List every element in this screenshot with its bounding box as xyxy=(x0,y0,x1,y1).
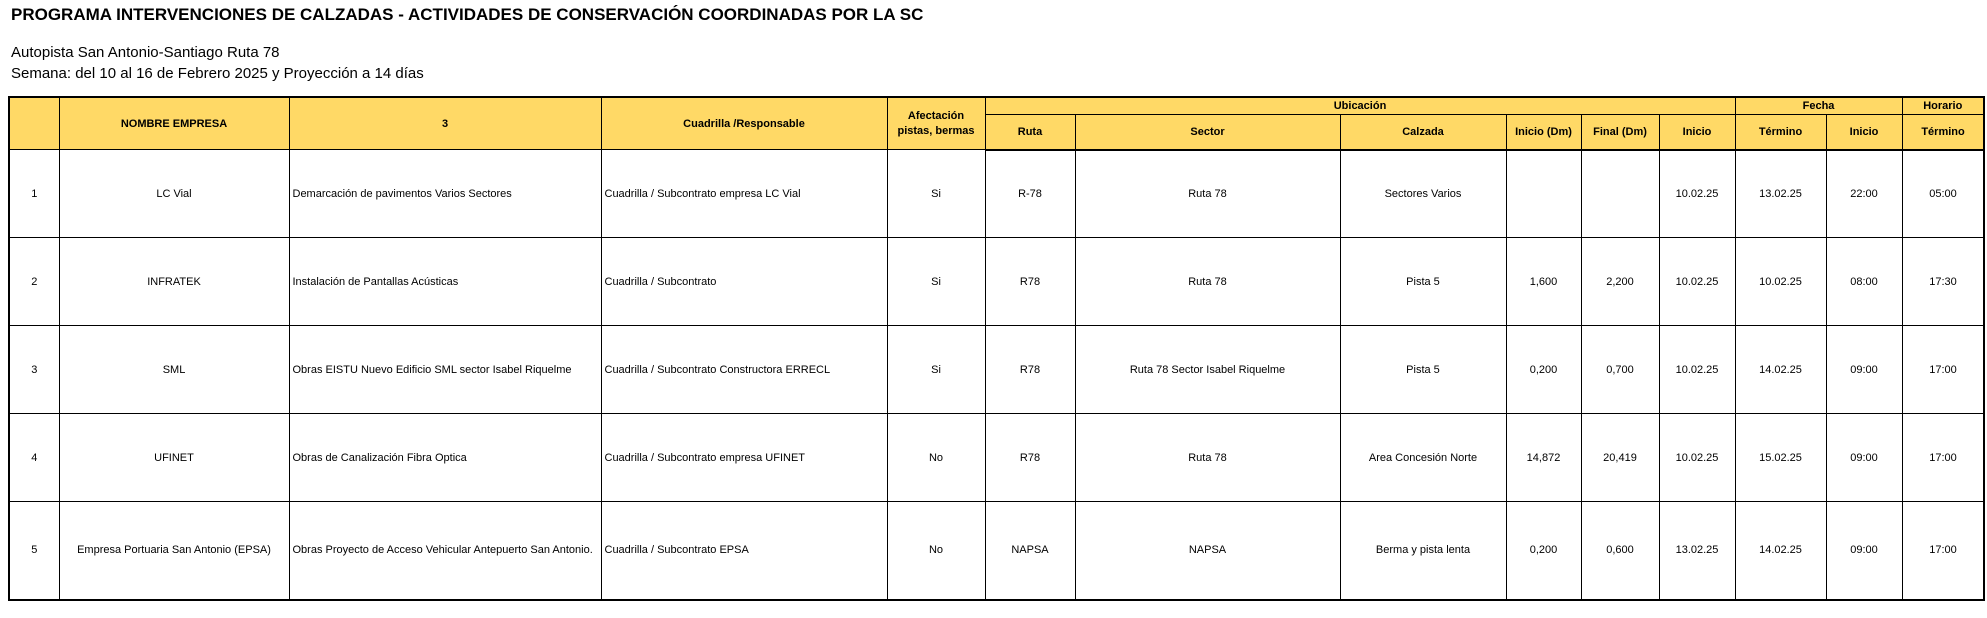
cell-fecha-termino: 10.02.25 xyxy=(1735,238,1826,326)
cell-ruta: NAPSA xyxy=(985,502,1075,600)
header-calzada: Calzada xyxy=(1340,115,1506,150)
table-row xyxy=(9,326,1984,414)
cell-sector: NAPSA xyxy=(1075,502,1340,600)
cell-hora-inicio: 09:00 xyxy=(1826,326,1902,414)
cell-actividad: Obras de Canalización Fibra Optica xyxy=(289,414,601,502)
cell-afectacion: No xyxy=(887,502,985,600)
table-row xyxy=(9,238,1984,326)
cell-calzada: Pista 5 xyxy=(1340,238,1506,326)
header-ubicacion: Ubicación xyxy=(985,97,1735,115)
cell-ruta: R78 xyxy=(985,414,1075,502)
header-fecha: Fecha xyxy=(1735,97,1902,115)
cell-num: 1 xyxy=(9,150,59,238)
cell-sector: Ruta 78 Sector Isabel Riquelme xyxy=(1075,326,1340,414)
cell-calzada: Pista 5 xyxy=(1340,326,1506,414)
cell-empresa: Empresa Portuaria San Antonio (EPSA) xyxy=(59,502,289,600)
cell-final-dm: 20,419 xyxy=(1581,414,1659,502)
cell-ruta: R78 xyxy=(985,238,1075,326)
cell-sector: Ruta 78 xyxy=(1075,150,1340,238)
cell-afectacion: Si xyxy=(887,150,985,238)
cell-cuadrilla: Cuadrilla / Subcontrato xyxy=(601,238,887,326)
interventions-table xyxy=(8,96,1985,601)
table-row xyxy=(9,414,1984,502)
cell-num: 4 xyxy=(9,414,59,502)
cell-fecha-termino: 13.02.25 xyxy=(1735,150,1826,238)
cell-empresa: INFRATEK xyxy=(59,238,289,326)
cell-hora-termino: 17:00 xyxy=(1902,502,1984,600)
header-final-dm: Final (Dm) xyxy=(1581,115,1659,150)
page-subtitle: Autopista San Antonio-Santiago Ruta 78 xyxy=(11,44,280,61)
header-horario: Horario xyxy=(1902,97,1984,115)
cell-cuadrilla: Cuadrilla / Subcontrato EPSA xyxy=(601,502,887,600)
week-label: Semana: del 10 al 16 de Febrero 2025 y Proyección a 14 días xyxy=(11,65,424,82)
cell-inicio-dm: 1,600 xyxy=(1506,238,1581,326)
header-num xyxy=(9,97,59,150)
cell-inicio-dm: 0,200 xyxy=(1506,326,1581,414)
cell-actividad: Obras EISTU Nuevo Edificio SML sector Isabel Riquelme xyxy=(289,326,601,414)
cell-fecha-inicio: 10.02.25 xyxy=(1659,150,1735,238)
cell-hora-termino: 17:00 xyxy=(1902,414,1984,502)
cell-calzada: Area Concesión Norte xyxy=(1340,414,1506,502)
header-actividad: 3 xyxy=(289,97,601,150)
header-sector: Sector xyxy=(1075,115,1340,150)
cell-hora-termino: 17:30 xyxy=(1902,238,1984,326)
cell-num: 5 xyxy=(9,502,59,600)
cell-hora-inicio: 09:00 xyxy=(1826,414,1902,502)
cell-fecha-inicio: 10.02.25 xyxy=(1659,326,1735,414)
cell-cuadrilla: Cuadrilla / Subcontrato empresa UFINET xyxy=(601,414,887,502)
cell-actividad: Instalación de Pantallas Acústicas xyxy=(289,238,601,326)
cell-afectacion: Si xyxy=(887,238,985,326)
cell-num: 2 xyxy=(9,238,59,326)
cell-empresa: UFINET xyxy=(59,414,289,502)
header-afectacion: Afectación pistas, bermas xyxy=(887,97,985,150)
cell-actividad: Demarcación de pavimentos Varios Sectores xyxy=(289,150,601,238)
cell-final-dm xyxy=(1581,150,1659,238)
cell-afectacion: Si xyxy=(887,326,985,414)
header-ruta: Ruta xyxy=(985,115,1075,150)
cell-actividad: Obras Proyecto de Acceso Vehicular Antepuerto San Antonio. xyxy=(289,502,601,600)
cell-cuadrilla: Cuadrilla / Subcontrato empresa LC Vial xyxy=(601,150,887,238)
cell-hora-termino: 17:00 xyxy=(1902,326,1984,414)
cell-ruta: R-78 xyxy=(985,150,1075,238)
cell-num: 3 xyxy=(9,326,59,414)
cell-empresa: SML xyxy=(59,326,289,414)
cell-cuadrilla: Cuadrilla / Subcontrato Constructora ERRECL xyxy=(601,326,887,414)
cell-afectacion: No xyxy=(887,414,985,502)
header-empresa: NOMBRE EMPRESA xyxy=(59,97,289,150)
table-row xyxy=(9,502,1984,600)
cell-fecha-termino: 14.02.25 xyxy=(1735,326,1826,414)
cell-fecha-inicio: 10.02.25 xyxy=(1659,414,1735,502)
cell-calzada: Berma y pista lenta xyxy=(1340,502,1506,600)
cell-sector: Ruta 78 xyxy=(1075,414,1340,502)
cell-ruta: R78 xyxy=(985,326,1075,414)
cell-fecha-termino: 15.02.25 xyxy=(1735,414,1826,502)
header-cuadrilla: Cuadrilla /Responsable xyxy=(601,97,887,150)
cell-empresa: LC Vial xyxy=(59,150,289,238)
cell-sector: Ruta 78 xyxy=(1075,238,1340,326)
page-title: PROGRAMA INTERVENCIONES DE CALZADAS - ACTIVIDADES DE CONSERVACIÓN COORDINADAS POR LA SC xyxy=(11,5,924,24)
cell-hora-inicio: 08:00 xyxy=(1826,238,1902,326)
cell-hora-inicio: 09:00 xyxy=(1826,502,1902,600)
cell-hora-termino: 05:00 xyxy=(1902,150,1984,238)
cell-inicio-dm: 14,872 xyxy=(1506,414,1581,502)
header-inicio-dm: Inicio (Dm) xyxy=(1506,115,1581,150)
cell-inicio-dm xyxy=(1506,150,1581,238)
cell-fecha-inicio: 13.02.25 xyxy=(1659,502,1735,600)
cell-hora-inicio: 22:00 xyxy=(1826,150,1902,238)
cell-calzada: Sectores Varios xyxy=(1340,150,1506,238)
header-hora-inicio: Inicio xyxy=(1826,115,1902,150)
header-hora-termino: Término xyxy=(1902,115,1984,150)
header-fecha-termino: Término xyxy=(1735,115,1826,150)
cell-final-dm: 2,200 xyxy=(1581,238,1659,326)
cell-fecha-inicio: 10.02.25 xyxy=(1659,238,1735,326)
cell-final-dm: 0,600 xyxy=(1581,502,1659,600)
cell-inicio-dm: 0,200 xyxy=(1506,502,1581,600)
cell-final-dm: 0,700 xyxy=(1581,326,1659,414)
table-row xyxy=(9,150,1984,238)
header-fecha-inicio: Inicio xyxy=(1659,115,1735,150)
cell-fecha-termino: 14.02.25 xyxy=(1735,502,1826,600)
